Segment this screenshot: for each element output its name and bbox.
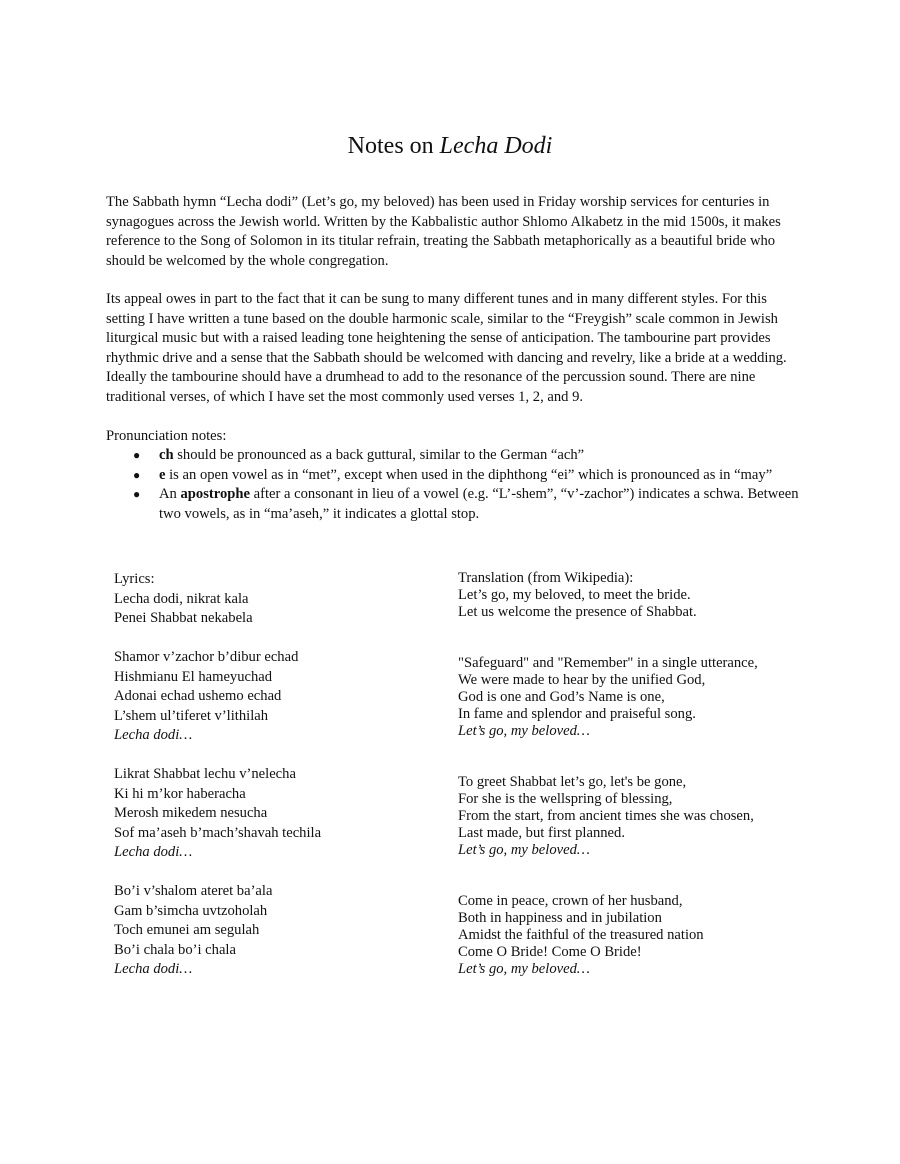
translation-line: Amidst the faithful of the treasured nation — [458, 926, 704, 943]
lyric-line: Penei Shabbat nekabela — [114, 610, 253, 626]
refrain-cue: Lecha dodi… — [114, 844, 193, 860]
translation-line: God is one and God’s Name is one, — [458, 688, 665, 705]
lyric-line: Hishmianu El hameyuchad — [114, 668, 273, 685]
page-title — [0, 131, 900, 161]
translation-line: Last made, but first planned. — [458, 824, 625, 841]
lyric-line: Sof ma’aseh b’mach’shavah techila — [114, 824, 322, 841]
pronunciation-item: ● ch should be pronounced as a back guttural, similar to the German “ach” — [106, 446, 806, 466]
bullet-icon: ● — [133, 487, 141, 501]
translation-column — [458, 570, 798, 977]
translation-line: Let us welcome the presence of Shabbat. — [458, 603, 697, 620]
lyric-line: Ki hi m’kor haberacha — [114, 785, 246, 802]
lyrics-heading: Lyrics: — [114, 571, 155, 587]
bullet-icon: ● — [133, 467, 141, 482]
translation-line: "Safeguard" and "Remember" in a single utterance, — [458, 655, 758, 672]
intro-paragraph: The Sabbath hymn “Lecha dodi” (Let’s go, my beloved) has been used in Friday worship services for centuries in synagogues across the Jewish world. Written by the Kabbalistic author Shlomo Alkabetz in the mid 1500s, it makes reference to the Song of Solomon in its titular refrain, treating the Sabbath metaphorically as a beautiful bride who should be welcomed by the whole congregation. — [106, 194, 781, 269]
pronunciation-term: e — [159, 466, 166, 483]
title-italic: Lecha Dodi — [439, 133, 553, 159]
lyric-line: Likrat Shabbat lechu v’nelecha — [114, 766, 296, 782]
translation-line: Both in happiness and in jubilation — [458, 910, 662, 927]
lyric-line: Gam b’simcha uvtzoholah — [114, 902, 268, 919]
refrain-cue: Let’s go, my beloved… — [458, 841, 590, 858]
bullet-icon: ● — [133, 448, 141, 462]
pronunciation-term: ch — [159, 447, 174, 463]
refrain-cue: Lecha dodi… — [114, 961, 193, 977]
translation-line: For she is the wellspring of blessing, — [458, 791, 673, 808]
lyric-line: Merosh mikedem nesucha — [114, 805, 268, 821]
lyric-line: Adonai echad ushemo echad — [114, 688, 282, 704]
translation-heading: Translation (from Wikipedia): — [458, 570, 634, 586]
refrain-cue: Let’s go, my beloved… — [458, 722, 590, 739]
lyrics-column — [114, 570, 434, 980]
setting-paragraph: Its appeal owes in part to the fact that it can be sung to many different tunes and in many different styles. For this setting I have written a tune based on the double harmonic scale, similar to the “Freygish” scale common in Jewish liturgical music but with a raised leading tone heightening the sense of anticipation. The tambourine part provides rhythmic drive and a sense that the Sabbath should be welcomed with dancing and revelry, like a bride at a wedding. Ideally the tambourine should have a drumhead to add to the resonance of the percussion sound. There are nine traditional verses, of which I have set the most commonly used verses 1, 2, and 9. — [106, 291, 787, 405]
translation-line: To greet Shabbat let’s go, let's be gone, — [458, 774, 687, 791]
refrain-cue: Let’s go, my beloved… — [458, 960, 590, 977]
lyric-line: Bo’i v’shalom ateret ba’ala — [114, 883, 273, 899]
translation-line: In fame and splendor and praiseful song. — [458, 705, 696, 722]
translation-line: Come in peace, crown of her husband, — [458, 893, 683, 910]
lyric-line: Toch emunei am segulah — [114, 922, 260, 938]
title-prefix: Notes on — [347, 133, 440, 159]
translation-line: We were made to hear by the unified God, — [458, 672, 706, 689]
pronunciation-list — [106, 446, 806, 524]
pronunciation-term: apostrophe — [180, 486, 250, 502]
translation-line: Let’s go, my beloved, to meet the bride. — [458, 586, 691, 603]
pronunciation-item: ● An apostrophe after a consonant in lieu of a vowel (e.g. “L’-shem”, “v’-zachor”) indicates a schwa. Between two vowels, as in “ma’aseh,” it indicates a glottal stop. — [133, 486, 799, 522]
translation-line: From the start, from ancient times she was chosen, — [458, 807, 754, 824]
pronunciation-heading: Pronunciation notes: — [106, 428, 227, 444]
pronunciation-item: ● e is an open vowel as in “met”, except when used in the diphthong “ei” which is pronounced as in “may” — [106, 466, 806, 486]
lyric-line: Bo’i chala bo’i chala — [114, 941, 236, 958]
lyric-line: L’shem ul’tiferet v’lithilah — [114, 707, 269, 724]
translation-line: Come O Bride! Come O Bride! — [458, 943, 642, 960]
refrain-cue: Lecha dodi… — [114, 727, 193, 743]
lyric-line: Lecha dodi, nikrat kala — [114, 590, 249, 607]
lyric-line: Shamor v’zachor b’dibur echad — [114, 649, 299, 665]
